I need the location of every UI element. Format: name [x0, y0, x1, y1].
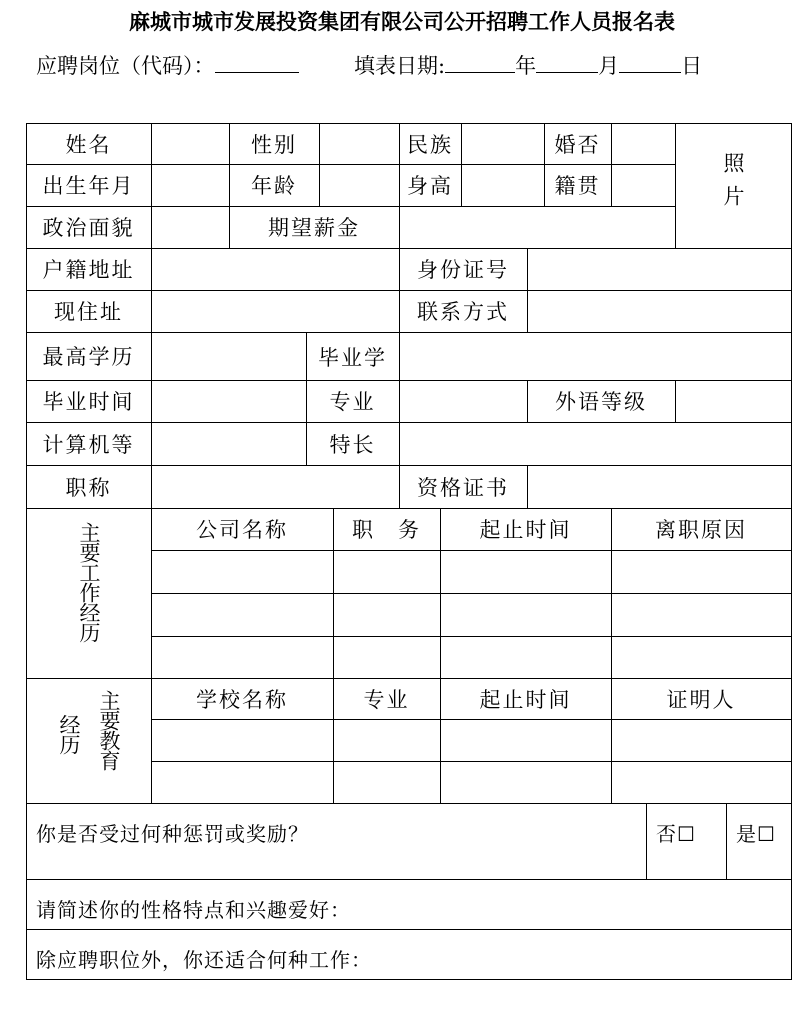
hukou-label: 户籍地址: [42, 258, 135, 282]
edu-header-witness: 证明人: [666, 687, 736, 712]
work-section-label: 主要工作经历: [77, 522, 101, 642]
computer-input[interactable]: [152, 423, 306, 465]
specialty-label: 特长: [329, 432, 376, 457]
table-border-right: [791, 123, 792, 980]
rule: [26, 803, 792, 804]
work-header-position: 职 务: [352, 518, 421, 542]
photo-slot[interactable]: [676, 124, 791, 248]
month-label: 月: [598, 54, 620, 78]
edu-row[interactable]: [152, 762, 791, 803]
ethnicity-label: 民族: [407, 132, 453, 157]
major-label: 专业: [329, 390, 376, 414]
age-label: 年龄: [251, 174, 297, 198]
language-label: 外语等级: [555, 390, 647, 414]
school-label: 毕业学: [318, 346, 387, 370]
position-label: 应聘岗位（代码）：: [36, 54, 215, 78]
form-title: 麻城市城市发展投资集团有限公司公开招聘工作人员报名表: [129, 10, 675, 34]
rule: [646, 803, 647, 879]
fill-date-label: 填表日期:: [354, 54, 446, 78]
position-input[interactable]: [215, 54, 299, 73]
major-input[interactable]: [400, 381, 527, 422]
edu-header-major: 专业: [363, 687, 410, 712]
id-number-label: 身份证号: [417, 258, 509, 282]
month-input[interactable]: [536, 54, 598, 73]
work-row[interactable]: [152, 551, 791, 593]
edu-row[interactable]: [152, 720, 791, 761]
language-input[interactable]: [676, 381, 791, 422]
day-label: 日: [681, 54, 703, 78]
edu-section-label-2: 经历: [57, 714, 81, 754]
certificate-label: 资格证书: [417, 475, 509, 500]
contact-input[interactable]: [528, 291, 791, 332]
table-border-bottom: [26, 979, 792, 980]
computer-label: 计算机等: [42, 432, 135, 457]
height-label: 身高: [407, 174, 453, 198]
edu-header-school: 学校名称: [196, 687, 288, 712]
other-job-question: 除应聘职位外，你还适合何种工作：: [36, 948, 372, 972]
work-row[interactable]: [152, 594, 791, 636]
height-input[interactable]: [462, 165, 544, 206]
day-input[interactable]: [619, 54, 681, 73]
gender-label: 性别: [251, 132, 297, 157]
education-label: 最高学历: [42, 345, 135, 369]
political-input[interactable]: [152, 207, 229, 248]
work-header-company: 公司名称: [196, 518, 288, 542]
name-input[interactable]: [152, 124, 229, 164]
edu-section-label: 主要教育: [97, 690, 121, 770]
job-title-input[interactable]: [152, 466, 399, 508]
salary-input[interactable]: [400, 207, 675, 248]
salary-label: 期望薪金: [268, 216, 360, 240]
address-label: 现住址: [54, 300, 123, 324]
work-row[interactable]: [152, 637, 791, 678]
education-input[interactable]: [152, 333, 306, 380]
position-field: [36, 50, 299, 80]
edu-header-period: 起止时间: [479, 687, 572, 712]
work-header-period: 起止时间: [479, 518, 572, 542]
punish-question: 你是否受过何种惩罚或奖励？: [36, 822, 309, 846]
work-header-reason: 离职原因: [655, 518, 747, 542]
age-input[interactable]: [320, 165, 399, 206]
certificate-input[interactable]: [528, 466, 791, 508]
year-input[interactable]: [445, 54, 515, 73]
contact-label: 联系方式: [417, 300, 509, 324]
school-input[interactable]: [400, 333, 791, 380]
birth-label: 出生年月: [42, 174, 135, 198]
grad-time-label: 毕业时间: [42, 390, 135, 414]
grad-time-input[interactable]: [152, 381, 306, 422]
birth-input[interactable]: [152, 165, 229, 206]
specialty-input[interactable]: [400, 423, 791, 465]
native-input[interactable]: [612, 165, 675, 206]
marital-input[interactable]: [612, 124, 675, 164]
hukou-input[interactable]: [152, 249, 399, 290]
fill-date-field: [354, 50, 702, 80]
political-label: 政治面貌: [42, 216, 135, 240]
no-checkbox[interactable]: 否☐: [656, 822, 696, 846]
gender-input[interactable]: [320, 124, 399, 164]
job-title-label: 职称: [65, 475, 112, 500]
rule: [726, 803, 727, 879]
photo-label: 照片: [721, 152, 745, 218]
marital-label: 婚否: [554, 132, 601, 157]
name-label: 姓名: [65, 132, 112, 157]
rule: [26, 879, 792, 880]
year-label: 年: [515, 54, 537, 78]
yes-checkbox[interactable]: 是☐: [736, 822, 776, 846]
personality-question: 请简述你的性格特点和兴趣爱好：: [36, 898, 351, 922]
ethnicity-input[interactable]: [462, 124, 544, 164]
address-input[interactable]: [152, 291, 399, 332]
rule: [26, 929, 792, 930]
native-label: 籍贯: [554, 174, 601, 198]
id-number-input[interactable]: [528, 249, 791, 290]
